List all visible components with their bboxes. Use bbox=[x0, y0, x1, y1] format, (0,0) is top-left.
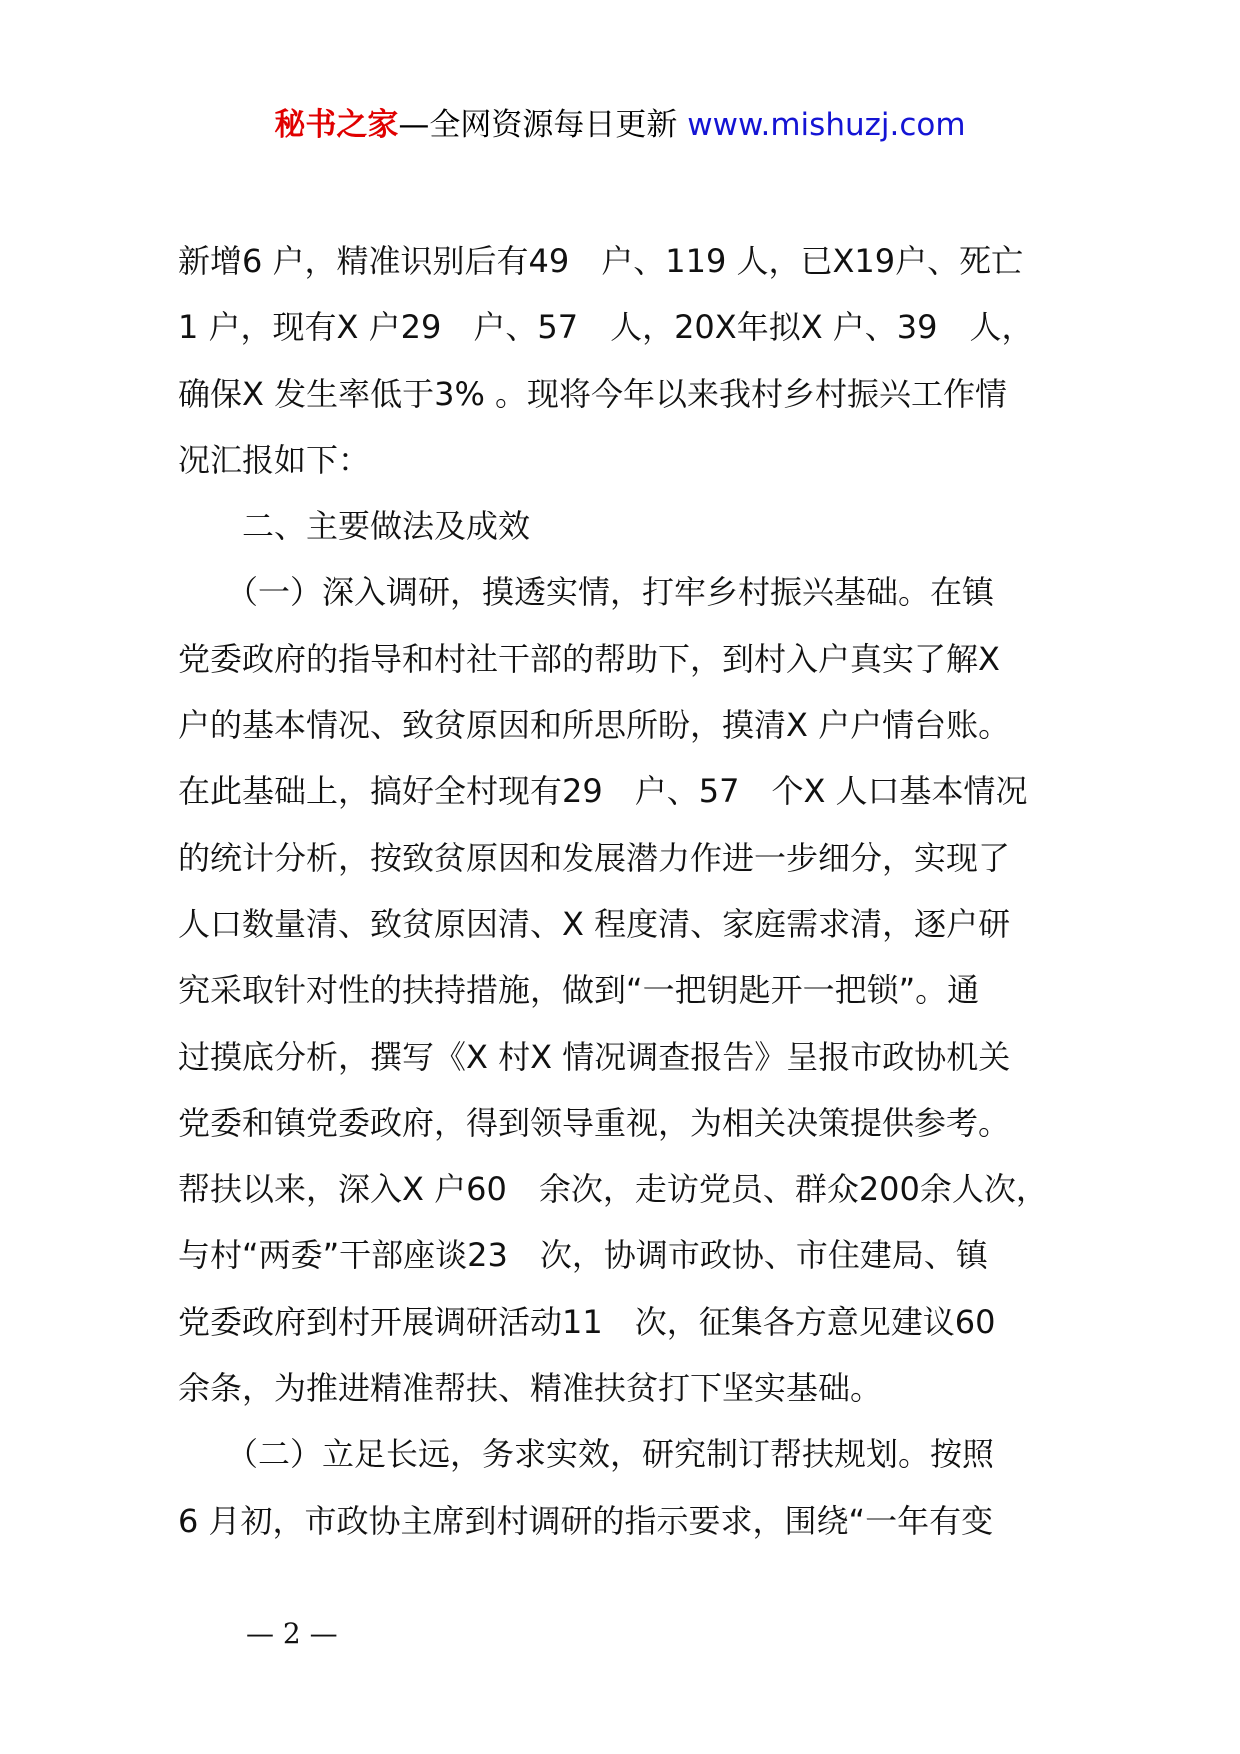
text-line-19: （二）立足长远，务求实效，研究制订帮扶规划。按照 bbox=[178, 1435, 995, 1474]
text-line-12: 究采取针对性的扶持措施，做到“一把钥匙开一把锁”。通 bbox=[178, 971, 980, 1010]
banner-tagline: —全网资源每日更新 bbox=[398, 107, 688, 143]
banner-brand: 秘书之家 bbox=[274, 107, 399, 143]
document-body bbox=[178, 228, 1078, 1554]
text-line-9: 在此基础上，搞好全村现有29 户、57 个X 人口基本情况 bbox=[178, 772, 1028, 811]
page-number: — 2 — bbox=[246, 1617, 338, 1650]
text-line-2: 1 户，现有X 户29 户、57 人，20X年拟X 户、39 人， bbox=[178, 308, 1034, 347]
text-line-1: 新增6 户，精准识别后有49 户、119 人，已X19户、死亡 bbox=[178, 242, 1024, 280]
text-line-14: 党委和镇党委政府，得到领导重视，为相关决策提供参考。 bbox=[178, 1103, 1011, 1142]
section-heading: 二、主要做法及成效 bbox=[178, 507, 531, 546]
text-line-15: 帮扶以来，深入X 户60 余次，走访党员、群众200余人次， bbox=[178, 1170, 1048, 1209]
text-line-18: 余条，为推进精准帮扶、精准扶贫打下坚实基础。 bbox=[178, 1369, 883, 1408]
banner-url-link[interactable]: www.mishuzj.com bbox=[687, 107, 966, 143]
text-line-13: 过摸底分析，撰写《X 村X 情况调查报告》呈报市政协机关 bbox=[178, 1037, 1011, 1076]
text-line-7: 党委政府的指导和村社干部的帮助下，到村入户真实了解X bbox=[178, 639, 1000, 678]
text-line-10: 的统计分析，按致贫原因和发展潜力作进一步细分，实现了 bbox=[178, 838, 1011, 877]
text-line-6: （一）深入调研，摸透实情，打牢乡村振兴基础。在镇 bbox=[178, 573, 995, 612]
text-line-17: 党委政府到村开展调研活动11 次，征集各方意见建议60 bbox=[178, 1302, 996, 1341]
text-line-20: 6 月初，市政协主席到村调研的指示要求，围绕“一年有变 bbox=[178, 1501, 994, 1540]
text-line-3: 确保X 发生率低于3% 。现将今年以来我村乡村振兴工作情 bbox=[178, 374, 1008, 413]
text-line-16: 与村“两委”干部座谈23 次，协调市政协、市住建局、镇 bbox=[178, 1236, 988, 1275]
site-banner bbox=[0, 98, 1240, 152]
text-line-8: 户的基本情况、致贫原因和所思所盼，摸清X 户户情台账。 bbox=[178, 706, 1011, 745]
text-line-11: 人口数量清、致贫原因清、X 程度清、家庭需求清，逐户研 bbox=[178, 904, 1011, 943]
text-line-4: 况汇报如下： bbox=[178, 440, 371, 479]
